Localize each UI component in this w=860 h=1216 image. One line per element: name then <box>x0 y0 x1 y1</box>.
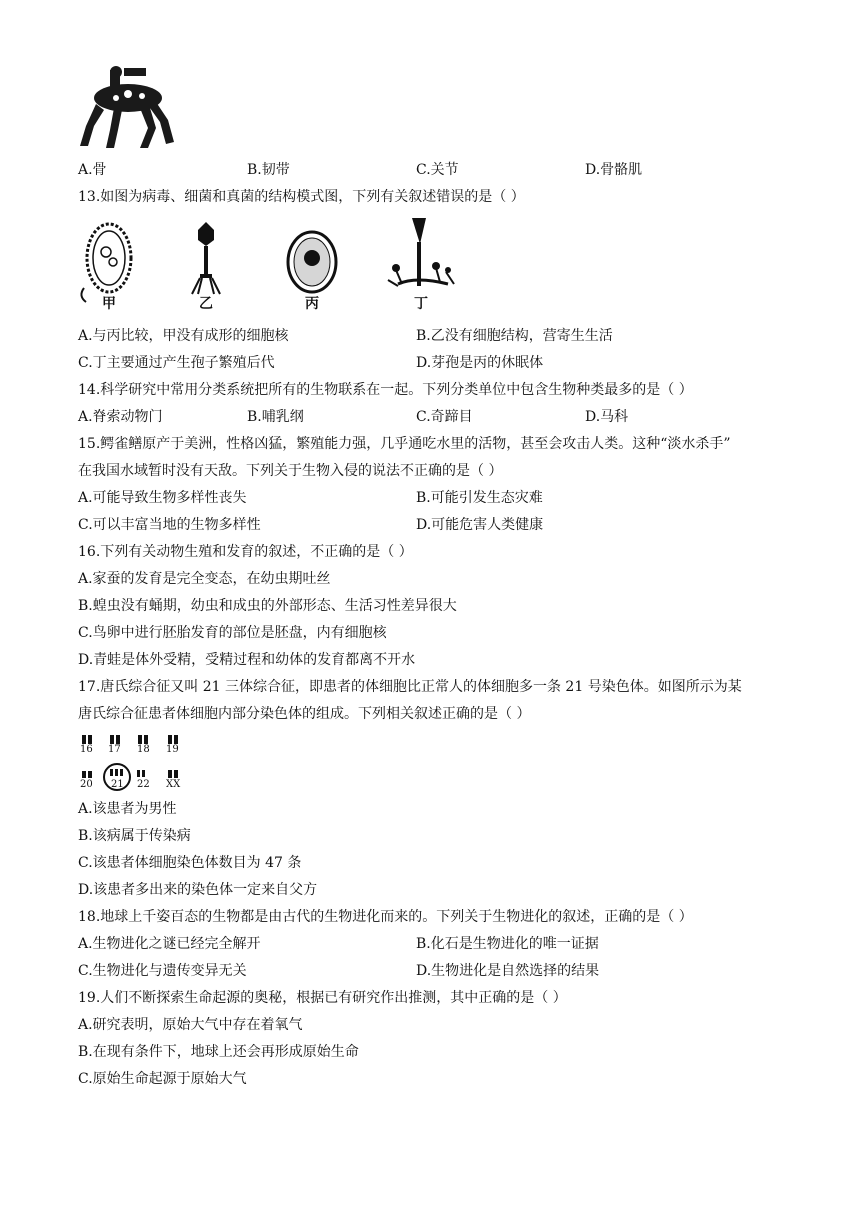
q14-option-b[interactable]: B.哺乳纲 <box>247 409 304 425</box>
q19-stem: 19.人们不断探索生命起源的奥秘，根据已有研究作出推测，其中正确的是（ ） <box>78 990 567 1006</box>
q16-option-c[interactable]: C.鸟卵中进行胚胎发育的部位是胚盘，内有细胞核 <box>78 625 387 641</box>
q15-option-c[interactable]: C.可以丰富当地的生物多样性 <box>78 517 261 533</box>
q17-option-c[interactable]: C.该患者体细胞染色体数目为 47 条 <box>78 855 302 871</box>
q12-option-a[interactable]: A.骨 <box>78 162 107 178</box>
q17-option-b[interactable]: B.该病属于传染病 <box>78 828 191 844</box>
chromosome-label-16: 16 <box>80 744 93 755</box>
q14-option-d[interactable]: D.马科 <box>585 409 629 425</box>
q13-label-bing: 丙 <box>305 296 319 312</box>
q15-option-b[interactable]: B.可能引发生态灾难 <box>416 490 543 506</box>
q18-option-d[interactable]: D.生物进化是自然选择的结果 <box>416 963 600 979</box>
chromosome-label-20: 20 <box>80 779 93 790</box>
q14-stem: 14.科学研究中常用分类系统把所有的生物联系在一起。下列分类单位中包含生物种类最多的是（ ） <box>78 382 693 398</box>
q15-option-a[interactable]: A.可能导致生物多样性丧失 <box>78 490 247 506</box>
q16-option-d[interactable]: D.青蛙是体外受精，受精过程和幼体的发育都离不开水 <box>78 652 416 668</box>
q12-option-c[interactable]: C.关节 <box>416 162 459 178</box>
q19-option-b[interactable]: B.在现有条件下，地球上还会再形成原始生命 <box>78 1044 359 1060</box>
q17-option-a[interactable]: A.该患者为男性 <box>78 801 177 817</box>
chromosome-label-17: 17 <box>108 744 121 755</box>
q15-option-d[interactable]: D.可能危害人类健康 <box>416 517 544 533</box>
yeast-figure <box>288 232 336 292</box>
q16-option-a[interactable]: A.家蚕的发育是完全变态，在幼虫期吐丝 <box>78 571 331 587</box>
chromosome-label-18: 18 <box>137 744 150 755</box>
q13-option-a[interactable]: A.与丙比较，甲没有成形的细胞核 <box>78 328 289 344</box>
q12-option-b[interactable]: B.韧带 <box>247 162 290 178</box>
q17-option-d[interactable]: D.该患者多出来的染色体一定来自父方 <box>78 882 318 898</box>
q14-option-a[interactable]: A.脊索动物门 <box>78 409 163 425</box>
chromosome-label-19: 19 <box>166 744 179 755</box>
q13-option-b[interactable]: B.乙没有细胞结构，营寄生生活 <box>416 328 613 344</box>
q13-stem: 13.如图为病毒、细菌和真菌的结构模式图，下列有关叙述错误的是（ ） <box>78 189 525 205</box>
q15-stem-line2: 在我国水域暂时没有天敌。下列关于生物入侵的说法不正确的是（ ） <box>78 463 503 479</box>
q13-option-d[interactable]: D.芽孢是丙的休眠体 <box>416 355 544 371</box>
q13-label-yi: 乙 <box>199 296 213 312</box>
q19-option-a[interactable]: A.研究表明，原始大气中存在着氧气 <box>78 1017 303 1033</box>
q17-stem-line2: 唐氏综合征患者体细胞内部分染色体的组成。下列相关叙述正确的是（ ） <box>78 706 531 722</box>
q16-stem: 16.下列有关动物生殖和发育的叙述，不正确的是（ ） <box>78 544 413 560</box>
q13-label-ding: 丁 <box>414 296 428 312</box>
q13-option-c[interactable]: C.丁主要通过产生孢子繁殖后代 <box>78 355 275 371</box>
chromosome-label-22: 22 <box>137 779 150 790</box>
q17-stem-line1: 17.唐氏综合征又叫 21 三体综合征，即患者的体细胞比正常人的体细胞多一条 21 号染色体。如图所示为某 <box>78 679 742 695</box>
q18-option-b[interactable]: B.化石是生物进化的唯一证据 <box>416 936 599 952</box>
q18-option-a[interactable]: A.生物进化之谜已经完全解开 <box>78 936 261 952</box>
q16-option-b[interactable]: B.蝗虫没有蛹期，幼虫和成虫的外部形态、生活习性差异很大 <box>78 598 457 614</box>
q18-stem: 18.地球上千姿百态的生物都是由古代的生物进化而来的。下列关于生物进化的叙述，正确的是（ ） <box>78 909 693 925</box>
q19-option-c[interactable]: C.原始生命起源于原始大气 <box>78 1071 247 1087</box>
q15-stem-line1: 15.鳄雀鳝原产于美洲，性格凶猛，繁殖能力强，几乎通吃水里的活物，甚至会攻击人类。这种“淡水杀手” <box>78 436 731 452</box>
q14-option-c[interactable]: C.奇蹄目 <box>416 409 473 425</box>
bacterium-figure <box>81 224 131 302</box>
mold-figure <box>388 218 454 286</box>
q13-label-jia: 甲 <box>102 296 116 312</box>
q18-option-c[interactable]: C.生物进化与遗传变异无关 <box>78 963 247 979</box>
chromosome-label-21: 21 <box>111 779 124 790</box>
q12-option-d[interactable]: D.骨骼肌 <box>585 162 643 178</box>
virus-figure <box>192 222 220 294</box>
q12-figure <box>76 64 180 154</box>
chromosome-label-xx: XX <box>166 779 181 790</box>
